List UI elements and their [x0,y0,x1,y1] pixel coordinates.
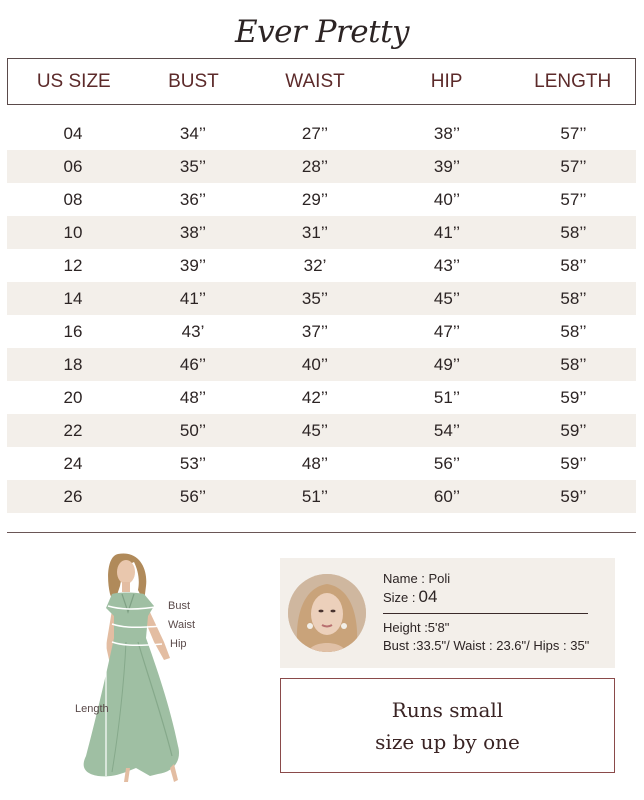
cell-bust: 46’’ [179,354,207,374]
cell-hip: 60’’ [433,486,461,506]
cell-us-size: 06 [63,156,83,176]
cell-waist: 37’’ [301,321,329,341]
cell-us-size: 18 [63,354,83,374]
fit-note [280,678,615,773]
cell-length: 58’’ [560,354,587,374]
cell-length: 57’’ [560,123,587,143]
model-measurements: Bust :33.5"/ Waist : 23.6"/ Hips : 35" [383,638,590,653]
cell-length: 58’’ [560,288,587,308]
section-divider [7,532,636,533]
fit-note-line2: size up by one [375,729,520,754]
brand-logo: Ever Pretty [234,14,410,50]
cell-hip: 43’’ [433,255,461,275]
cell-length: 57’’ [560,189,587,209]
cell-bust: 43’ [181,321,205,341]
table-row [7,315,636,348]
cell-bust: 36’’ [179,189,207,209]
table-row [7,381,636,414]
cell-hip: 39’’ [433,156,461,176]
cell-hip: 40’’ [433,189,461,209]
cell-us-size: 20 [63,387,83,407]
model-height: Height :5'8" [383,620,450,635]
table-row [7,414,636,447]
cell-waist: 51’’ [301,486,329,506]
table-row [7,117,636,150]
cell-waist: 31’’ [301,222,329,242]
cell-length: 57’’ [560,156,587,176]
header-waist: WAIST [285,70,345,92]
cell-waist: 40’’ [301,354,329,374]
model-details [383,570,589,655]
model-info-box [280,558,615,668]
cell-us-size: 22 [63,420,83,440]
label-waist: Waist [168,619,196,631]
cell-us-size: 24 [63,453,83,473]
cell-bust: 41’’ [179,288,207,308]
cell-us-size: 16 [63,321,83,341]
cell-bust: 48’’ [179,387,207,407]
model-figure [78,546,208,786]
label-hip: Hip [170,638,187,650]
size-table-body [7,117,636,513]
label-length: Length [75,703,109,715]
cell-bust: 38’’ [179,222,207,242]
table-row [7,447,636,480]
label-bust: Bust [168,600,191,612]
cell-length: 59’’ [560,486,587,506]
table-row [7,150,636,183]
dress-illustration [78,546,208,786]
cell-waist: 32’ [303,255,327,275]
table-row [7,348,636,381]
table-row [7,282,636,315]
table-row [7,183,636,216]
cell-length: 58’’ [560,255,587,275]
table-row [7,216,636,249]
cell-us-size: 10 [63,222,83,242]
header-us-size: US SIZE [36,70,111,92]
model-size-label: Size : [383,590,416,605]
table-row [7,249,636,282]
header-hip: HIP [430,70,463,92]
cell-waist: 27’’ [301,123,329,143]
header-length: LENGTH [534,70,612,92]
cell-hip: 47’’ [433,321,461,341]
cell-us-size: 04 [63,123,83,143]
model-name: Name : Poli [383,571,451,586]
cell-waist: 48’’ [301,453,329,473]
cell-hip: 41’’ [433,222,461,242]
cell-bust: 39’’ [179,255,207,275]
cell-hip: 54’’ [433,420,461,440]
cell-bust: 50’’ [179,420,207,440]
cell-waist: 28’’ [301,156,329,176]
cell-length: 58’’ [560,222,587,242]
model-size-value: 04 [418,587,438,606]
cell-us-size: 26 [63,486,83,506]
cell-hip: 51’’ [433,387,461,407]
cell-us-size: 14 [63,288,83,308]
cell-waist: 42’’ [301,387,329,407]
table-row [7,480,636,513]
size-table-header [7,58,636,105]
cell-hip: 49’’ [433,354,461,374]
cell-hip: 56’’ [433,453,461,473]
header-bust: BUST [168,70,219,92]
cell-waist: 29’’ [301,189,329,209]
fit-note-line1: Runs small [391,697,504,722]
cell-waist: 35’’ [301,288,329,308]
cell-us-size: 12 [63,255,83,275]
cell-bust: 53’’ [179,453,207,473]
cell-hip: 38’’ [433,123,461,143]
cell-length: 59’’ [560,420,587,440]
cell-length: 58’’ [560,321,587,341]
cell-us-size: 08 [63,189,83,209]
info-separator [383,613,588,614]
cell-bust: 34’’ [179,123,207,143]
cell-hip: 45’’ [433,288,461,308]
model-avatar [288,574,366,652]
cell-bust: 56’’ [179,486,207,506]
model-size [383,588,589,607]
cell-waist: 45’’ [301,420,329,440]
cell-length: 59’’ [560,387,587,407]
cell-length: 59’’ [560,453,587,473]
cell-bust: 35’’ [179,156,207,176]
